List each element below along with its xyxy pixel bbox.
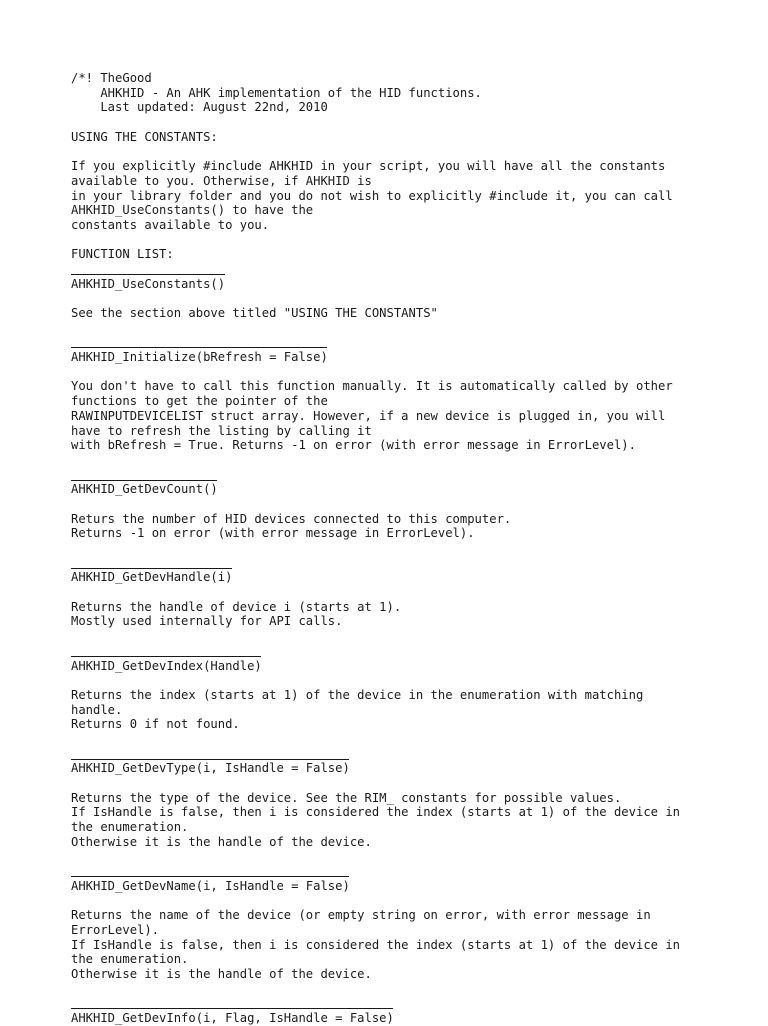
function-description-line: have to refresh the listing by calling it (71, 423, 372, 438)
separator-rule (71, 747, 731, 762)
function-description-line: Returns the handle of device i (starts at 1). (71, 599, 402, 614)
function-entry (71, 262, 731, 335)
function-description-line: with bRefresh = True. Returns -1 on error (with error message in ErrorLevel). (71, 438, 636, 453)
separator-rule (71, 335, 731, 350)
paragraph-line: in your library folder and you do not wish to explicitly #include it, you can call (71, 188, 673, 203)
function-signature: AHKHID_Initialize(bRefresh = False) (71, 350, 328, 365)
function-description-line: Returns the type of the device. See the RIM_ constants for possible values. (71, 790, 622, 805)
function-description-line: handle. (71, 702, 123, 717)
function-description-line: Returns the name of the device (or empty string on error, with error message in (71, 908, 651, 923)
separator-rule (71, 556, 731, 571)
function-description-line: Returs the number of HID devices connected to this computer. (71, 511, 512, 526)
function-signature: AHKHID_UseConstants() (71, 276, 226, 291)
separator-rule (71, 468, 731, 483)
function-description-line: Returns the index (starts at 1) of the device in the enumeration with matching (71, 687, 644, 702)
function-description-line: Returns -1 on error (with error message in ErrorLevel). (71, 526, 475, 541)
function-signature: AHKHID_GetDevCount() (71, 482, 218, 497)
separator-rule (71, 644, 731, 659)
header-line: Last updated: August 22nd, 2010 (71, 100, 328, 115)
function-entry (71, 747, 731, 865)
function-signature: AHKHID_GetDevIndex(Handle) (71, 658, 262, 673)
separator-rule (71, 864, 731, 879)
header-line: AHKHID - An AHK implementation of the HID functions. (71, 85, 482, 100)
function-description-line: If IsHandle is false, then i is considered the index (starts at 1) of the device in (71, 805, 681, 820)
doc-header (71, 71, 731, 115)
function-description-line: See the section above titled "USING THE CONSTANTS" (71, 306, 438, 320)
separator-rule (71, 262, 731, 277)
function-description-line: If IsHandle is false, then i is considered the index (starts at 1) of the device in (71, 937, 681, 952)
header-line: /*! TheGood (71, 71, 152, 85)
function-description-line: Otherwise it is the handle of the device. (71, 834, 372, 849)
function-entry (71, 556, 731, 644)
function-signature: AHKHID_GetDevInfo(i, Flag, IsHandle = False) (71, 1011, 394, 1025)
document-page (71, 71, 731, 1026)
paragraph-line: If you explicitly #include AHKHID in your script, you will have all the constants (71, 159, 666, 174)
function-entry (71, 996, 731, 1025)
function-signature: AHKHID_GetDevName(i, IsHandle = False) (71, 878, 350, 893)
function-entry (71, 468, 731, 556)
separator-line (71, 996, 393, 1009)
separator-line (71, 335, 327, 348)
function-signature: AHKHID_GetDevHandle(i) (71, 570, 233, 585)
function-entry (71, 335, 731, 467)
separator-line (71, 644, 261, 657)
function-description-line: the enumeration. (71, 952, 189, 967)
function-list (71, 262, 731, 1026)
section-heading: FUNCTION LIST: (71, 247, 174, 262)
separator-line (71, 262, 225, 275)
paragraph-line: AHKHID_UseConstants() to have the (71, 203, 314, 218)
separator-line (71, 556, 232, 569)
function-description-line: Mostly used internally for API calls. (71, 614, 343, 629)
function-description-line: ErrorLevel). (71, 922, 160, 937)
paragraph-line: constants available to you. (71, 217, 270, 232)
section-heading: USING THE CONSTANTS: (71, 129, 218, 144)
paragraph-line: available to you. Otherwise, if AHKHID is (71, 173, 372, 188)
function-signature: AHKHID_GetDevType(i, IsHandle = False) (71, 761, 350, 776)
separator-line (71, 468, 217, 481)
function-description-line: Returns 0 if not found. (71, 717, 240, 732)
separator-line (71, 864, 349, 877)
function-description-line: functions to get the pointer of the (71, 394, 328, 409)
constants-section (71, 130, 731, 233)
function-description-line: You don't have to call this function manually. It is automatically called by other (71, 379, 673, 394)
separator-rule (71, 996, 731, 1011)
function-description-line: the enumeration. (71, 820, 189, 835)
separator-line (71, 747, 349, 760)
function-description-line: Otherwise it is the handle of the device. (71, 966, 372, 981)
function-entry (71, 644, 731, 747)
function-description-line: RAWINPUTDEVICELIST struct array. However, if a new device is plugged in, you will (71, 408, 666, 423)
function-entry (71, 864, 731, 996)
